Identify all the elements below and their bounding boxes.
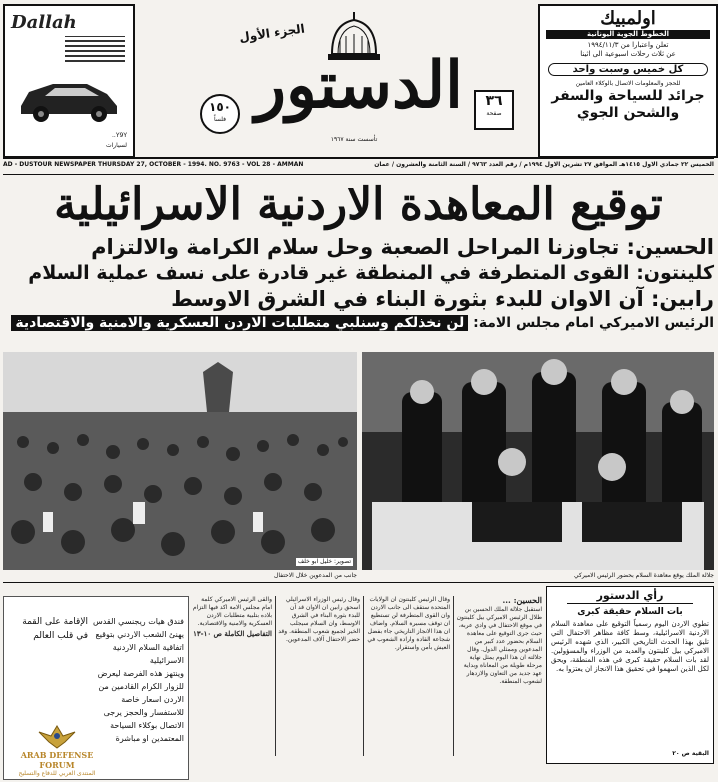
- ad-dallah: [3, 4, 135, 158]
- opinion-title: بات السلام حقيقة كبرى: [577, 607, 683, 617]
- ad-olympic-line7: والشحن الجوي: [576, 105, 680, 121]
- ad-hotel-line: يهنئ الشعب الاردني بتوقيع: [95, 630, 184, 639]
- divider-photos: [3, 582, 714, 583]
- ad-hotel-slogan: في قلب العالم: [33, 631, 88, 641]
- page-count-badge: [474, 90, 514, 130]
- price-unit: فلساً: [213, 116, 227, 123]
- divider-top: [3, 157, 714, 159]
- article-column-1-head: الحسين: ...: [502, 596, 542, 605]
- ad-dallah-brand: Dallah: [11, 12, 77, 33]
- subhead-4-lead: الرئيس الاميركي امام مجلس الامة:: [473, 315, 714, 331]
- ad-hotel-line: وينتهز هذه الفرصة ليعرض: [97, 669, 184, 678]
- ad-olympic-line4: كل خميس وسبت واحد: [548, 63, 708, 76]
- column-rule: [363, 596, 364, 756]
- ad-hotel-line: الاسرائيلية: [149, 656, 184, 665]
- ad-hotel-line: للاستفسار والحجز يرجى: [103, 708, 184, 717]
- ad-hotel-line: فندق هيات ريجنسي القدس: [92, 617, 184, 626]
- signing-photo: [362, 352, 714, 570]
- crowd-photo-credit: تصوير: خليل ابو خلف: [297, 558, 351, 565]
- ad-olympic: [538, 4, 718, 158]
- ad-hotel-line: اتفاقية السلام الاردنية: [112, 643, 184, 652]
- masthead: [134, 4, 534, 154]
- ad-hotel-slogan: الإقامة على القمة: [22, 617, 88, 627]
- opinion-body: تطوي الاردن اليوم رسمياً التوقيع على معاهدة السلام الاردنية الاسرائيلية، وسط كافة مظاهر الاحتفال التي تليق بهذا الحدث التاريخي الكبير، الذي شهده الرئيس الاميركي بيل كلينتون والعديد من الوزراء والمسؤولين. لقد بات السلام حقيقة كبرى في هذه المنطقة، ويحق لكل الذين اسهموا في تحقيق هذا الانجاز ان يعتزوا به.: [551, 620, 709, 673]
- ad-hotel-line: للزوار الكرام القادمين من: [98, 682, 184, 691]
- crowd-photo-art: [3, 352, 357, 570]
- column-rule: [453, 596, 454, 756]
- column-rule: [275, 596, 276, 756]
- ad-dallah-line2: لسيارات: [105, 142, 127, 149]
- article-column-2-text: وقال الرئيس كلينتون ان الولايات المتحدة ستقف الى جانب الاردن وان القوى المتطرفة لن تستطيع ان توقف مسيرة السلام. واضاف ان هذا الانجاز التاريخي جاء بفضل شجاعة القادة وارادة الشعوب في العيش بأمن واستقرار.: [367, 596, 450, 651]
- ad-dallah-line1: Y9Y..: [112, 132, 127, 139]
- crowd-photo-caption: جانب من المدعوين خلال الاحتفال: [273, 572, 357, 579]
- subhead-4: [3, 312, 714, 334]
- subheads: [3, 234, 714, 334]
- car-icon: [15, 66, 123, 126]
- ad-hotel-line: المعتمدين او مباشرة: [115, 734, 184, 743]
- article-column-1: [456, 596, 542, 756]
- opinion-label: رأي الدستور: [567, 589, 693, 604]
- watermark: [2, 722, 112, 780]
- price-badge: [200, 94, 240, 134]
- part-label: الجزء الأول: [238, 21, 306, 45]
- ad-hotel-line: الاردن اسعار خاصة: [121, 695, 184, 704]
- article-column-3-text: وقال رئيس الوزراء الاسرائيلي اسحق رابين ان الاوان قد آن للبدء بثورة البناء في الشرق الاوسط، وان السلام سيجلب الخير لجميع شعوب المنطقة. وقد حضر الاحتفال آلاف المدعوين.: [278, 596, 360, 643]
- eagle-icon: [37, 722, 77, 750]
- watermark-sub: المنتدى العربي للدفاع والتسليح: [18, 770, 96, 777]
- subhead-3: رابين: آن الاوان للبدء بثورة البناء في الشرق الاوسط: [171, 287, 714, 311]
- crowd-photo: [3, 352, 357, 570]
- masthead-small-line: تأسست سنة ١٩٦٧: [330, 136, 378, 143]
- divider-dateline: [3, 174, 714, 175]
- article-column-4: [192, 596, 272, 756]
- article-column-2: [366, 596, 450, 756]
- masthead-title: الدستور: [255, 48, 463, 123]
- signing-photo-art: [362, 352, 714, 570]
- opinion-box: [546, 586, 714, 764]
- ad-olympic-line3: عن ثلاث رحلات اسبوعية الى اثينا: [580, 50, 676, 58]
- signing-photo-caption: جلالة الملك يوقع معاهدة السلام بحضور الرئيس الاميركي: [573, 572, 714, 579]
- ad-olympic-line6: جرائد للسياحة والسفر: [551, 88, 705, 104]
- subhead-2: كلينتون: القوى المتطرفة في المنطقة غير قادرة على نسف عملية السلام: [28, 262, 714, 284]
- article-column-3: [278, 596, 360, 756]
- subhead-4-rest: لن نخذلكم وسنلبي متطلبات الاردن العسكرية والامنية والاقتصادية: [11, 315, 468, 331]
- ad-hotel-line: الاتصال بوكلاء السياحة: [110, 721, 184, 730]
- main-headline: توقيع المعاهدة الاردنية الاسرائيلية: [54, 179, 663, 230]
- ad-olympic-brand: اولمبيك: [600, 8, 656, 29]
- ad-olympic-line2: تعلن واعتبارا من ١٩٩٤/١١/٣: [587, 41, 669, 49]
- ad-hotel-left-text: [8, 615, 88, 643]
- subhead-1: الحسين: تجاوزنا المراحل الصعبة وحل سلام الكرامة والالتزام: [91, 235, 714, 259]
- dateline-english: AD - DUSTOUR NEWSPAPER THURSDAY 27, OCTOBER - 1994. NO. 9763 - VOL 28 - AMMAN: [3, 161, 304, 168]
- watermark-text: ARAB DEFENSE FORUM: [20, 750, 94, 770]
- price: ١٥٠: [209, 100, 231, 114]
- article-column-4-text: والقى الرئيس الاميركي كلمة امام مجلس الامة اكد فيها التزام بلاده بتلبية متطلبات الاردن العسكرية والامنية والاقتصادية.: [192, 596, 272, 627]
- ad-olympic-line1: الخطوط الجوية اليونانية: [546, 30, 710, 39]
- page-count: ٣٦: [485, 93, 503, 109]
- article-column-4-tail: التفاصيل الكاملة ص ١٠-١٣: [193, 629, 272, 638]
- page-unit: صفحة: [486, 110, 502, 117]
- opinion-continued: البقية ص ٢٠: [672, 750, 709, 757]
- article-column-1-text: استقبل جلالة الملك الحسين بن طلال الرئيس الاميركي بيل كلينتون في موقع الاحتفال في وادي عربة، حيث جرى التوقيع على معاهدة السلام بحضور عدد كبير من المدعوين وممثلي الدول. وقال جلالته ان هذا اليوم يمثل نهاية مرحلة طويلة من المعاناة وبداية عهد جديد من التعاون والازدهار لشعوب المنطقة.: [456, 606, 542, 685]
- ad-olympic-line5: للحجز والمعلومات الاتصال بالوكلاء العامين: [575, 80, 681, 87]
- dateline: [3, 160, 714, 172]
- ad-dallah-text-block: [65, 36, 125, 62]
- dateline-arabic: الخميس ٢٢ جمادي الاول ١٤١٥هـ الموافق ٢٧ تشرين الاول ١٩٩٤م / رقم العدد ٩٧٦٣ / السنة الثامنة والعشرون / عمان: [374, 161, 714, 168]
